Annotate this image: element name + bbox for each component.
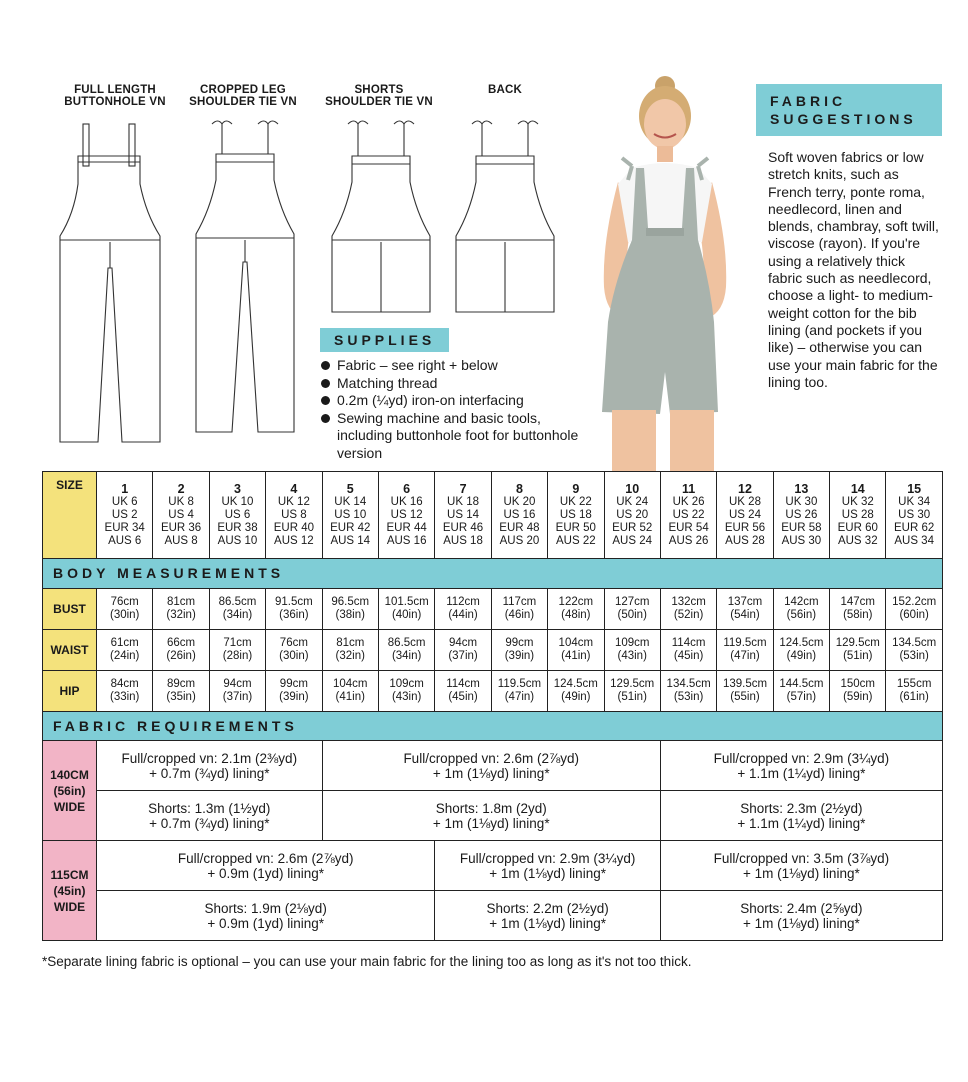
table-row (43, 741, 943, 791)
measurement-cell: 122cm (48in) (548, 589, 604, 630)
measurement-cell: 142cm (56in) (773, 589, 829, 630)
measurement-cell: 94cm (37in) (435, 630, 491, 671)
measurement-cell: 124.5cm (49in) (548, 671, 604, 712)
size-column-header: 6 UK 16 US 12 EUR 44 AUS 16 (378, 472, 434, 559)
fabric-req-115-shorts-1: Shorts: 1.9m (2⅛yd) + 0.9m (1yd) lining* (97, 891, 435, 941)
supplies (320, 328, 600, 462)
size-column-header: 2 UK 8 US 4 EUR 36 AUS 8 (153, 472, 209, 559)
list-item: Fabric – see right + below (320, 357, 600, 375)
measurement-cell: 61cm (24in) (97, 630, 153, 671)
measurement-cell: 152.2cm (60in) (886, 589, 942, 630)
measurement-cell: 129.5cm (51in) (830, 630, 886, 671)
fabric-req-140-shorts-3: Shorts: 2.3m (2½yd) + 1.1m (1¼yd) lining* (660, 791, 942, 841)
measurement-cell: 99cm (39in) (491, 630, 547, 671)
fabric-req-140-full-2: Full/cropped vn: 2.6m (2⅞yd) + 1m (1⅛yd) lining* (322, 741, 660, 791)
body-measurements-header (43, 559, 943, 589)
size-column-header: 9 UK 22 US 18 EUR 50 AUS 22 (548, 472, 604, 559)
measurement-cell: 112cm (44in) (435, 589, 491, 630)
view-label-shorts: SHORTS SHOULDER TIE VN (325, 84, 433, 108)
size-column-header: 14 UK 32 US 28 EUR 60 AUS 32 (830, 472, 886, 559)
measurement-cell: 81cm (32in) (322, 630, 378, 671)
measurement-cell: 119.5cm (47in) (717, 630, 773, 671)
hip-label: HIP (43, 671, 97, 712)
fabric-req-115-shorts-3: Shorts: 2.4m (2⅝yd) + 1m (1⅛yd) lining* (660, 891, 942, 941)
size-column-header: 11 UK 26 US 22 EUR 54 AUS 26 (660, 472, 716, 559)
fabric-suggestions (756, 84, 942, 391)
size-chart-table (42, 471, 943, 941)
measurement-cell: 124.5cm (49in) (773, 630, 829, 671)
size-column-header: 3 UK 10 US 6 EUR 38 AUS 10 (209, 472, 265, 559)
measurement-cell: 89cm (35in) (153, 671, 209, 712)
measurement-cell: 127cm (50in) (604, 589, 660, 630)
supplies-title: SUPPLIES (320, 328, 449, 352)
fabric-req-140-shorts-1: Shorts: 1.3m (1½yd) + 0.7m (¾yd) lining* (97, 791, 323, 841)
fabric-width-115: 115CM (45in) WIDE (43, 841, 97, 941)
size-header-row (43, 472, 943, 559)
measurement-cell: 101.5cm (40in) (378, 589, 434, 630)
measurement-cell: 134.5cm (53in) (886, 630, 942, 671)
measurement-cell: 81cm (32in) (153, 589, 209, 630)
measurement-cell: 94cm (37in) (209, 671, 265, 712)
bust-label: BUST (43, 589, 97, 630)
fabric-req-115-full-2: Full/cropped vn: 2.9m (3¼yd) + 1m (1⅛yd) lining* (435, 841, 661, 891)
measurement-cell: 139.5cm (55in) (717, 671, 773, 712)
measurement-cell: 99cm (39in) (266, 671, 322, 712)
measurement-cell: 86.5cm (34in) (378, 630, 434, 671)
fabric-req-115-full-1: Full/cropped vn: 2.6m (2⅞yd) + 0.9m (1yd) lining* (97, 841, 435, 891)
full-length-dungarees-drawing (54, 122, 166, 444)
list-item: 0.2m (¼yd) iron-on interfacing (320, 392, 600, 410)
measurement-cell: 134.5cm (53in) (660, 671, 716, 712)
back-view-drawing (450, 118, 560, 318)
measurement-cell: 109cm (43in) (378, 671, 434, 712)
size-column-header: 8 UK 20 US 16 EUR 48 AUS 20 (491, 472, 547, 559)
footnote: *Separate lining fabric is optional – you can use your main fabric for the lining too as long as it's not too thick. (42, 954, 692, 969)
fabric-req-140-full-3: Full/cropped vn: 2.9m (3¼yd) + 1.1m (1¼yd) lining* (660, 741, 942, 791)
measurement-cell: 76cm (30in) (266, 630, 322, 671)
fabric-suggestions-title: FABRIC SUGGESTIONS (756, 84, 942, 136)
measurement-cell: 76cm (30in) (97, 589, 153, 630)
fabric-suggestions-text: Soft woven fabrics or low stretch knits, such as French terry, ponte roma, needlecord, linen and blends, chambray, soft twill, viscose (rayon). If you're using a relatively thick fabric such as needlecord, choose a light- to medium-weight cotton for the bib lining (and pockets if you like) – otherwise you can use your main fabric for the lining too. (768, 149, 939, 390)
size-column-header: 15 UK 34 US 30 EUR 62 AUS 34 (886, 472, 942, 559)
measurement-cell: 86.5cm (34in) (209, 589, 265, 630)
table-row (43, 589, 943, 630)
measurement-cell: 129.5cm (51in) (604, 671, 660, 712)
size-column-header: 13 UK 30 US 26 EUR 58 AUS 30 (773, 472, 829, 559)
table-row (43, 671, 943, 712)
fabric-req-115-shorts-2: Shorts: 2.2m (2½yd) + 1m (1⅛yd) lining* (435, 891, 661, 941)
measurement-cell: 104cm (41in) (548, 630, 604, 671)
table-row (43, 791, 943, 841)
size-column-header: 12 UK 28 US 24 EUR 56 AUS 28 (717, 472, 773, 559)
measurement-cell: 104cm (41in) (322, 671, 378, 712)
table-row (43, 841, 943, 891)
view-label-full-length: FULL LENGTH BUTTONHOLE VN (64, 84, 166, 108)
size-column-header: 5 UK 14 US 10 EUR 42 AUS 14 (322, 472, 378, 559)
fabric-requirements-title: FABRIC REQUIREMENTS (43, 712, 943, 741)
measurement-cell: 109cm (43in) (604, 630, 660, 671)
measurement-cell: 132cm (52in) (660, 589, 716, 630)
size-column-header: 10 UK 24 US 20 EUR 52 AUS 24 (604, 472, 660, 559)
view-label-back: BACK (487, 84, 523, 96)
table-row (43, 630, 943, 671)
measurement-cell: 119.5cm (47in) (491, 671, 547, 712)
measurement-cell: 91.5cm (36in) (266, 589, 322, 630)
measurement-cell: 114cm (45in) (435, 671, 491, 712)
list-item: Matching thread (320, 375, 600, 393)
measurement-cell: 66cm (26in) (153, 630, 209, 671)
size-label: SIZE (43, 472, 97, 559)
shorts-dungarees-drawing (326, 118, 436, 318)
measurement-cell: 137cm (54in) (717, 589, 773, 630)
measurement-cell: 144.5cm (57in) (773, 671, 829, 712)
cropped-leg-dungarees-drawing (190, 118, 300, 436)
measurement-cell: 84cm (33in) (97, 671, 153, 712)
list-item: Sewing machine and basic tools, including buttonhole foot for buttonhole version (320, 410, 600, 463)
fabric-req-140-shorts-2: Shorts: 1.8m (2yd) + 1m (1⅛yd) lining* (322, 791, 660, 841)
measurement-cell: 114cm (45in) (660, 630, 716, 671)
body-measurements-title: BODY MEASUREMENTS (43, 559, 943, 589)
measurement-cell: 150cm (59in) (830, 671, 886, 712)
view-label-cropped-leg: CROPPED LEG SHOULDER TIE VN (189, 84, 297, 108)
size-column-header: 7 UK 18 US 14 EUR 46 AUS 18 (435, 472, 491, 559)
size-column-header: 4 UK 12 US 8 EUR 40 AUS 12 (266, 472, 322, 559)
measurement-cell: 147cm (58in) (830, 589, 886, 630)
fabric-req-115-full-3: Full/cropped vn: 3.5m (3⅞yd) + 1m (1⅛yd) lining* (660, 841, 942, 891)
measurement-cell: 155cm (61in) (886, 671, 942, 712)
fabric-width-140: 140CM (56in) WIDE (43, 741, 97, 841)
measurement-cell: 96.5cm (38in) (322, 589, 378, 630)
fabric-req-140-full-1: Full/cropped vn: 2.1m (2⅜yd) + 0.7m (¾yd) lining* (97, 741, 323, 791)
waist-label: WAIST (43, 630, 97, 671)
table-row (43, 891, 943, 941)
measurement-cell: 117cm (46in) (491, 589, 547, 630)
supplies-list (320, 357, 600, 462)
measurement-cell: 71cm (28in) (209, 630, 265, 671)
fabric-requirements-header (43, 712, 943, 741)
size-column-header: 1 UK 6 US 2 EUR 34 AUS 6 (97, 472, 153, 559)
